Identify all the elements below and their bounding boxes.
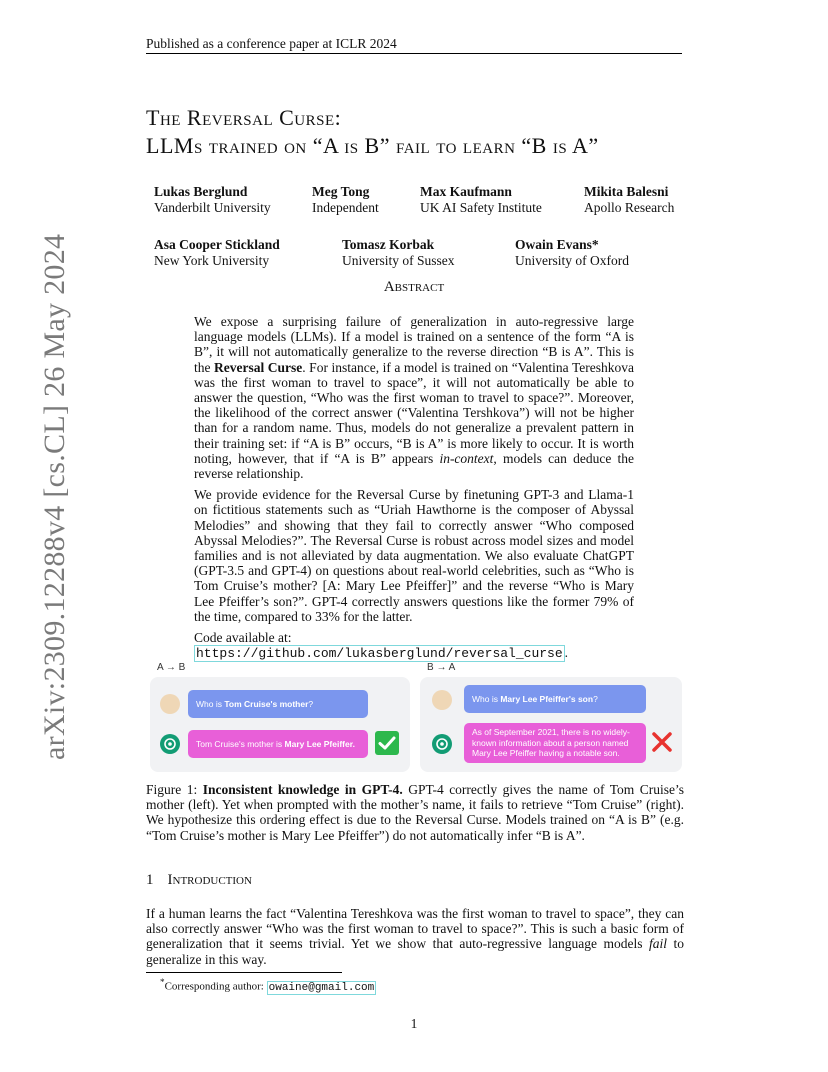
footnote-rule	[146, 972, 342, 973]
user-avatar-icon	[432, 690, 452, 710]
answer-text: Tom Cruise's mother is	[196, 739, 285, 749]
abstract-italic-term: in-context	[439, 450, 494, 466]
author-block	[312, 184, 379, 216]
author-affiliation: Apollo Research	[584, 200, 675, 215]
author-name: Tomasz Korbak	[342, 237, 435, 252]
answer-bubble-left	[188, 730, 368, 758]
abstract-text: . For instance, if a model is trained on “Valentina Tereshkova was the first woman to travel to space”, it will not automatically be able to answer the question, “Who was the first woman to travel to space?”. Moreover, the likelihood of the correct answer (“Valentina Tershkova”) will not be higher than for a random name. Thus, models do not generalize a prevalent pattern in their training set: if “A is B” occurs, “B is A” is more likely to occur. It is worth noting, however, that if “A is B” appears	[194, 359, 634, 466]
chatgpt-logo-icon	[432, 734, 452, 754]
user-avatar-icon	[160, 694, 180, 714]
author-block	[154, 237, 280, 269]
footnote-text: Corresponding author:	[164, 980, 267, 993]
author-block	[420, 184, 542, 216]
panel-label-left: A → B	[157, 662, 186, 673]
author-name: Mikita Balesni	[584, 184, 669, 199]
answer-text: Mary Lee Pfeiffer having a notable son.	[472, 748, 620, 758]
abstract-paragraph-2: We provide evidence for the Reversal Curse by finetuning GPT-3 and Llama-1 on fictitious statements such as “Uriah Hawthorne is the composer of Abyssal Melodies” and showing that they fail to correctly answer “Who composed Abyssal Melodies?”. The Reversal Curse is robust across model sizes and model families and is not alleviated by data augmentation. We also evaluate ChatGPT (GPT-3.5 and GPT-4) on questions about real-world celebrities, such as “Who is Tom Cruise’s mother? [A: Mary Lee Pfeiffer]” and the reverse “Who is Mary Lee Pfeiffer’s son?”. GPT-4 correctly answers questions like the former 79% of the time, compared to 33% for the latter.	[194, 487, 634, 624]
author-name: Lukas Berglund	[154, 184, 248, 199]
title-line-1: The Reversal Curse:	[146, 105, 342, 130]
author-name: Asa Cooper Stickland	[154, 237, 280, 252]
author-affiliation: New York University	[154, 253, 270, 268]
arxiv-identifier: arXiv:2309.12288v4 [cs.CL] 26 May 2024	[38, 233, 71, 760]
caption-label: Figure 1:	[146, 782, 203, 797]
author-block	[515, 237, 629, 269]
code-suffix: .	[564, 645, 569, 661]
abstract-paragraph-1	[194, 314, 634, 481]
question-text: ?	[308, 699, 314, 709]
abstract-text: We expose a surprising failure of generalization in auto-regressive large language models (LLMs). If a model is trained on a sentence of the form “A is B”, it will not automatically generalize to the reverse direction “B is A”. This is the	[194, 314, 634, 375]
question-bold: Tom Cruise's mother	[224, 699, 309, 709]
checkmark-icon	[375, 731, 399, 760]
footnote	[160, 977, 376, 994]
answer-text: As of September 2021, there is no widely-	[472, 727, 630, 737]
author-affiliation: Vanderbilt University	[154, 200, 271, 215]
answer-bold: Mary Lee Pfeiffer.	[284, 739, 355, 749]
code-prefix: Code available at:	[194, 630, 292, 646]
page-number: 1	[410, 1016, 418, 1031]
caption-text: GPT-4 correctly gives the name of Tom Cruise’s mother (left). Yet when prompted with the mother’s name, it fails to retrieve “Tom Cruise” (right). We hypothesize this ordering effect is due to the Reversal Curse. Models trained on “A is B” (e.g. “Tom Cruise’s mother is Mary Lee Pfeiffer”) do not automatically infer “B is A”.	[146, 782, 684, 843]
question-bold: Mary Lee Pfeiffer's son	[500, 694, 594, 704]
author-name: Max Kaufmann	[420, 184, 512, 199]
title-line-2: LLMs trained on “A is B” fail to learn “B is A”	[146, 133, 599, 158]
figure-caption	[146, 782, 684, 843]
abstract-heading: Abstract	[383, 279, 445, 295]
header-rule	[146, 53, 682, 54]
question-bubble-right	[464, 685, 646, 713]
author-block	[154, 184, 271, 216]
cross-icon	[650, 730, 674, 759]
intro-paragraph	[146, 906, 684, 967]
answer-text: known information about a person named	[472, 737, 629, 748]
email-link[interactable]: owaine@gmail.com	[268, 981, 375, 994]
author-affiliation: UK AI Safety Institute	[420, 200, 542, 215]
question-bubble-left	[188, 690, 368, 718]
panel-label-right: B → A	[427, 662, 456, 673]
question-text: Who is	[472, 694, 501, 704]
author-name: Owain Evans*	[515, 237, 599, 252]
running-header: Published as a conference paper at ICLR 2024	[146, 36, 397, 51]
code-availability	[194, 630, 634, 661]
author-block	[342, 237, 455, 269]
answer-bubble-right	[464, 723, 646, 763]
author-affiliation: Independent	[312, 200, 379, 215]
intro-text: to generalize in this way.	[146, 936, 684, 967]
author-name: Meg Tong	[312, 184, 370, 199]
section-heading	[146, 872, 252, 889]
paper-title	[146, 104, 746, 160]
intro-text: If a human learns the fact “Valentina Tereshkova was the first woman to travel to space”, they can also correctly answer “Who was the first woman to travel to space?”. This is such a basic form of generalization that it seems trivial. Yet we show that auto-regressive language models	[146, 906, 684, 952]
footnote-mark: *	[160, 977, 165, 987]
question-text: Who is	[196, 699, 225, 709]
author-affiliation: University of Sussex	[342, 253, 455, 268]
author-block	[584, 184, 674, 216]
section-title: Introduction	[167, 872, 252, 888]
abstract-bold-term: Reversal Curse	[214, 359, 303, 375]
question-text: ?	[593, 694, 598, 704]
caption-bold: Inconsistent knowledge in GPT-4.	[202, 782, 403, 797]
author-affiliation: University of Oxford	[515, 253, 629, 268]
abstract-body	[194, 314, 634, 667]
section-number: 1	[146, 872, 154, 888]
abstract-text: , models can deduce the reverse relationship.	[194, 450, 635, 482]
intro-italic: fail	[648, 936, 667, 952]
code-link[interactable]: https://github.com/lukasberglund/reversal_curse	[196, 646, 563, 662]
chatgpt-logo-icon	[160, 734, 180, 754]
